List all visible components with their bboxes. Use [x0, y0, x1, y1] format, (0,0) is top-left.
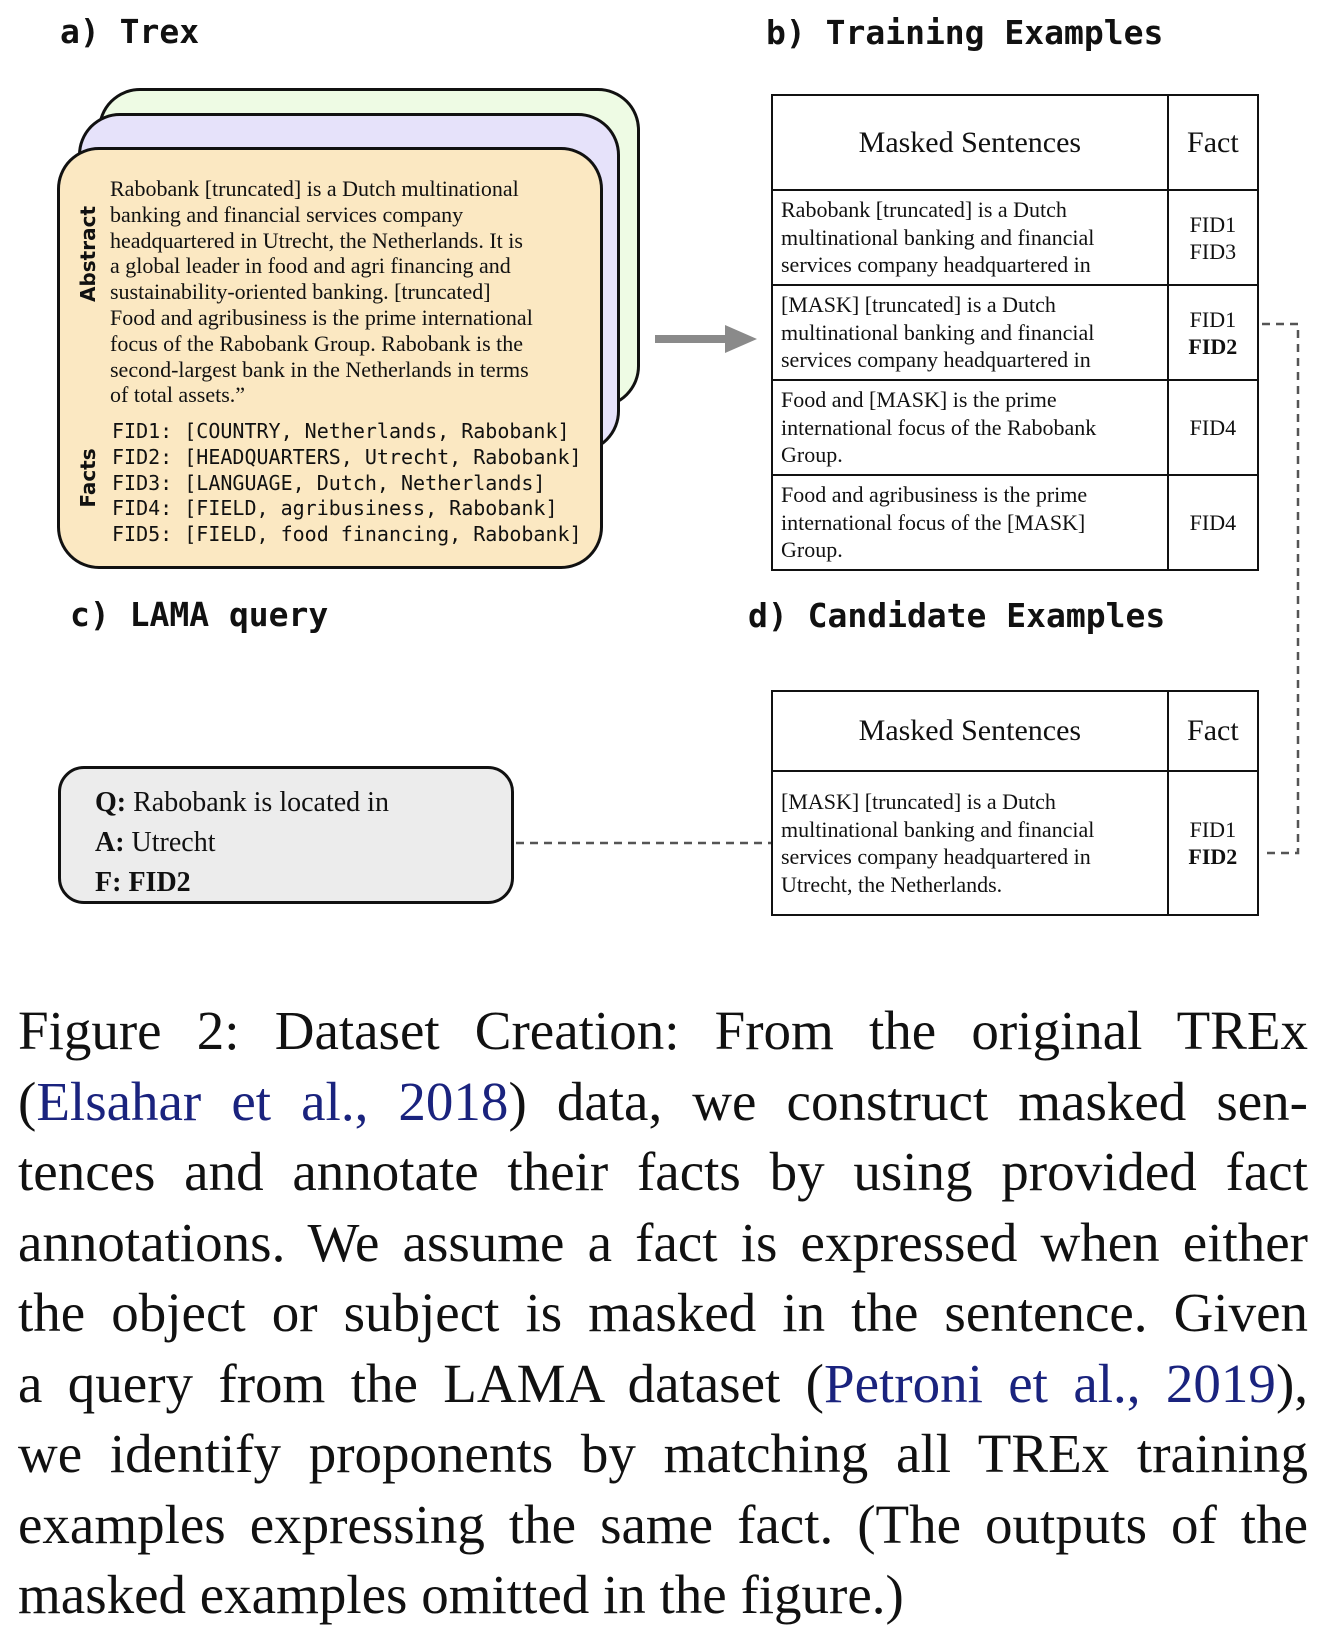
sentence-line: Rabobank [truncated] is a Dutch	[781, 197, 1067, 223]
sentence-cell	[772, 771, 1168, 915]
table-row	[772, 285, 1258, 380]
fact-header: Fact	[1168, 95, 1258, 190]
training-examples-table	[771, 94, 1259, 571]
caption-line: tences and annotate their facts by using provided fact	[18, 1141, 1308, 1202]
panel-label-lama-query: c) LAMA query	[70, 595, 329, 634]
question-text: Rabobank is located in	[126, 787, 389, 818]
panel-label-training-examples: b) Training Examples	[766, 13, 1164, 52]
sentence-line: services company headquartered in	[781, 844, 1091, 869]
question-label: Q:	[95, 787, 127, 818]
query-fact	[95, 863, 511, 903]
facts-side-label: Facts	[76, 448, 100, 508]
abstract-line: Rabobank [truncated] is a Dutch multinational	[110, 176, 519, 201]
abstract-line: sustainability-oriented banking. [truncated]	[110, 279, 491, 305]
abstract-line: of total assets.”	[110, 382, 246, 408]
table-header-row	[772, 95, 1258, 190]
fact-id: FID1	[1189, 817, 1237, 842]
sentence-line: [MASK] [truncated] is a Dutch	[781, 789, 1056, 814]
abstract-side-label: Abstract	[76, 205, 100, 303]
fact-id: FID1	[1189, 306, 1237, 332]
citation-link[interactable]: Elsahar et al., 2018	[36, 1070, 509, 1132]
fact-id: FID4	[1189, 510, 1237, 535]
caption-line: Figure 2: Dataset Creation: From the original TREx	[18, 1000, 1308, 1061]
caption-line: masked examples omitted in the figure.)	[18, 1564, 904, 1625]
caption-line: annotations. We assume a fact is expressed when either	[18, 1211, 1308, 1273]
sentence-cell	[772, 380, 1168, 475]
sentence-line: Group.	[781, 442, 843, 468]
sentence-line: Utrecht, the Netherlands.	[781, 871, 1003, 897]
table-row	[772, 380, 1258, 475]
citation-link[interactable]: Petroni et al., 2019	[824, 1352, 1276, 1414]
sentence-line: multinational banking and financial	[781, 319, 1095, 345]
caption-line: we identify proponents by matching all TREx training	[18, 1423, 1308, 1484]
fact-item: FID1: [COUNTRY, Netherlands, Rabobank]	[112, 419, 570, 443]
caption-line: examples expressing the same fact. (The outputs of the	[18, 1493, 1308, 1555]
sentence-line: multinational banking and financial	[781, 224, 1095, 250]
fact-item: FID3: [LANGUAGE, Dutch, Netherlands]	[112, 470, 546, 495]
query-question	[95, 783, 511, 823]
caption-text: ) data, we construct masked sen-	[508, 1070, 1308, 1132]
fact-item: FID5: [FIELD, food financing, Rabobank]	[112, 522, 582, 547]
fact-item: FID4: [FIELD, agribusiness, Rabobank]	[112, 496, 558, 521]
sentence-line: Food and [MASK] is the prime	[781, 387, 1057, 413]
fact-header: Fact	[1168, 691, 1258, 771]
sentence-line: multinational banking and financial	[781, 816, 1095, 842]
caption-line	[18, 1067, 1308, 1138]
fact-cell	[1168, 475, 1258, 570]
right-arrow-icon	[655, 325, 757, 353]
fid2-dashed-link	[1262, 324, 1298, 853]
lama-query-box	[58, 766, 514, 904]
fact-cell	[1168, 190, 1258, 285]
sentence-cell	[772, 285, 1168, 380]
fact-cell	[1168, 380, 1258, 475]
table-row	[772, 190, 1258, 285]
sentence-line: Group.	[781, 537, 843, 563]
sentence-line: international focus of the Rabobank	[781, 414, 1097, 440]
abstract-line: focus of the Rabobank Group. Rabobank is the	[110, 330, 524, 356]
answer-text: Utrecht	[124, 827, 216, 858]
fact-id-highlighted: FID2	[1188, 333, 1238, 359]
fact-text: FID2	[121, 867, 191, 898]
fact-cell	[1168, 285, 1258, 380]
table-row	[772, 475, 1258, 570]
sentence-cell	[772, 475, 1168, 570]
panel-label-trex: a) Trex	[60, 12, 200, 51]
fact-item: FID2: [HEADQUARTERS, Utrecht, Rabobank]	[112, 444, 582, 469]
fact-id: FID4	[1189, 415, 1237, 440]
caption-text: (	[18, 1070, 37, 1132]
fact-label: F:	[95, 867, 122, 898]
sentence-line: services company headquartered in	[781, 347, 1091, 373]
sentence-line: international focus of the [MASK]	[781, 509, 1086, 535]
sentence-line: [MASK] [truncated] is a Dutch	[781, 292, 1056, 318]
figure-caption	[18, 996, 1308, 1631]
abstract-line: banking and financial services company	[110, 201, 464, 227]
caption-text: a query from the LAMA dataset (	[18, 1352, 824, 1414]
answer-label: A:	[95, 827, 125, 858]
candidate-examples-table	[771, 690, 1259, 916]
caption-line	[18, 1349, 1308, 1420]
table-row	[772, 771, 1258, 915]
abstract-line: headquartered in Utrecht, the Netherlands. It is	[110, 227, 523, 253]
abstract-line: a global leader in food and agri financing and	[110, 253, 511, 279]
panel-label-candidate-examples: d) Candidate Examples	[748, 596, 1166, 635]
abstract-line: second-largest bank in the Netherlands in terms	[110, 356, 529, 382]
fact-id-highlighted: FID2	[1188, 844, 1238, 869]
sentence-line: Food and agribusiness is the prime	[781, 482, 1088, 508]
masked-sentences-header: Masked Sentences	[772, 95, 1168, 190]
abstract-line: Food and agribusiness is the prime international	[110, 304, 533, 330]
caption-line: the object or subject is masked in the sentence. Given	[18, 1282, 1308, 1343]
fact-id: FID3	[1189, 238, 1237, 264]
sentence-line: services company headquartered in	[781, 252, 1091, 278]
caption-text: ),	[1275, 1352, 1309, 1414]
table-header-row	[772, 691, 1258, 771]
masked-sentences-header: Masked Sentences	[772, 691, 1168, 771]
fact-id: FID1	[1189, 211, 1237, 237]
query-answer	[95, 823, 511, 863]
sentence-cell	[772, 190, 1168, 285]
fact-cell	[1168, 771, 1258, 915]
